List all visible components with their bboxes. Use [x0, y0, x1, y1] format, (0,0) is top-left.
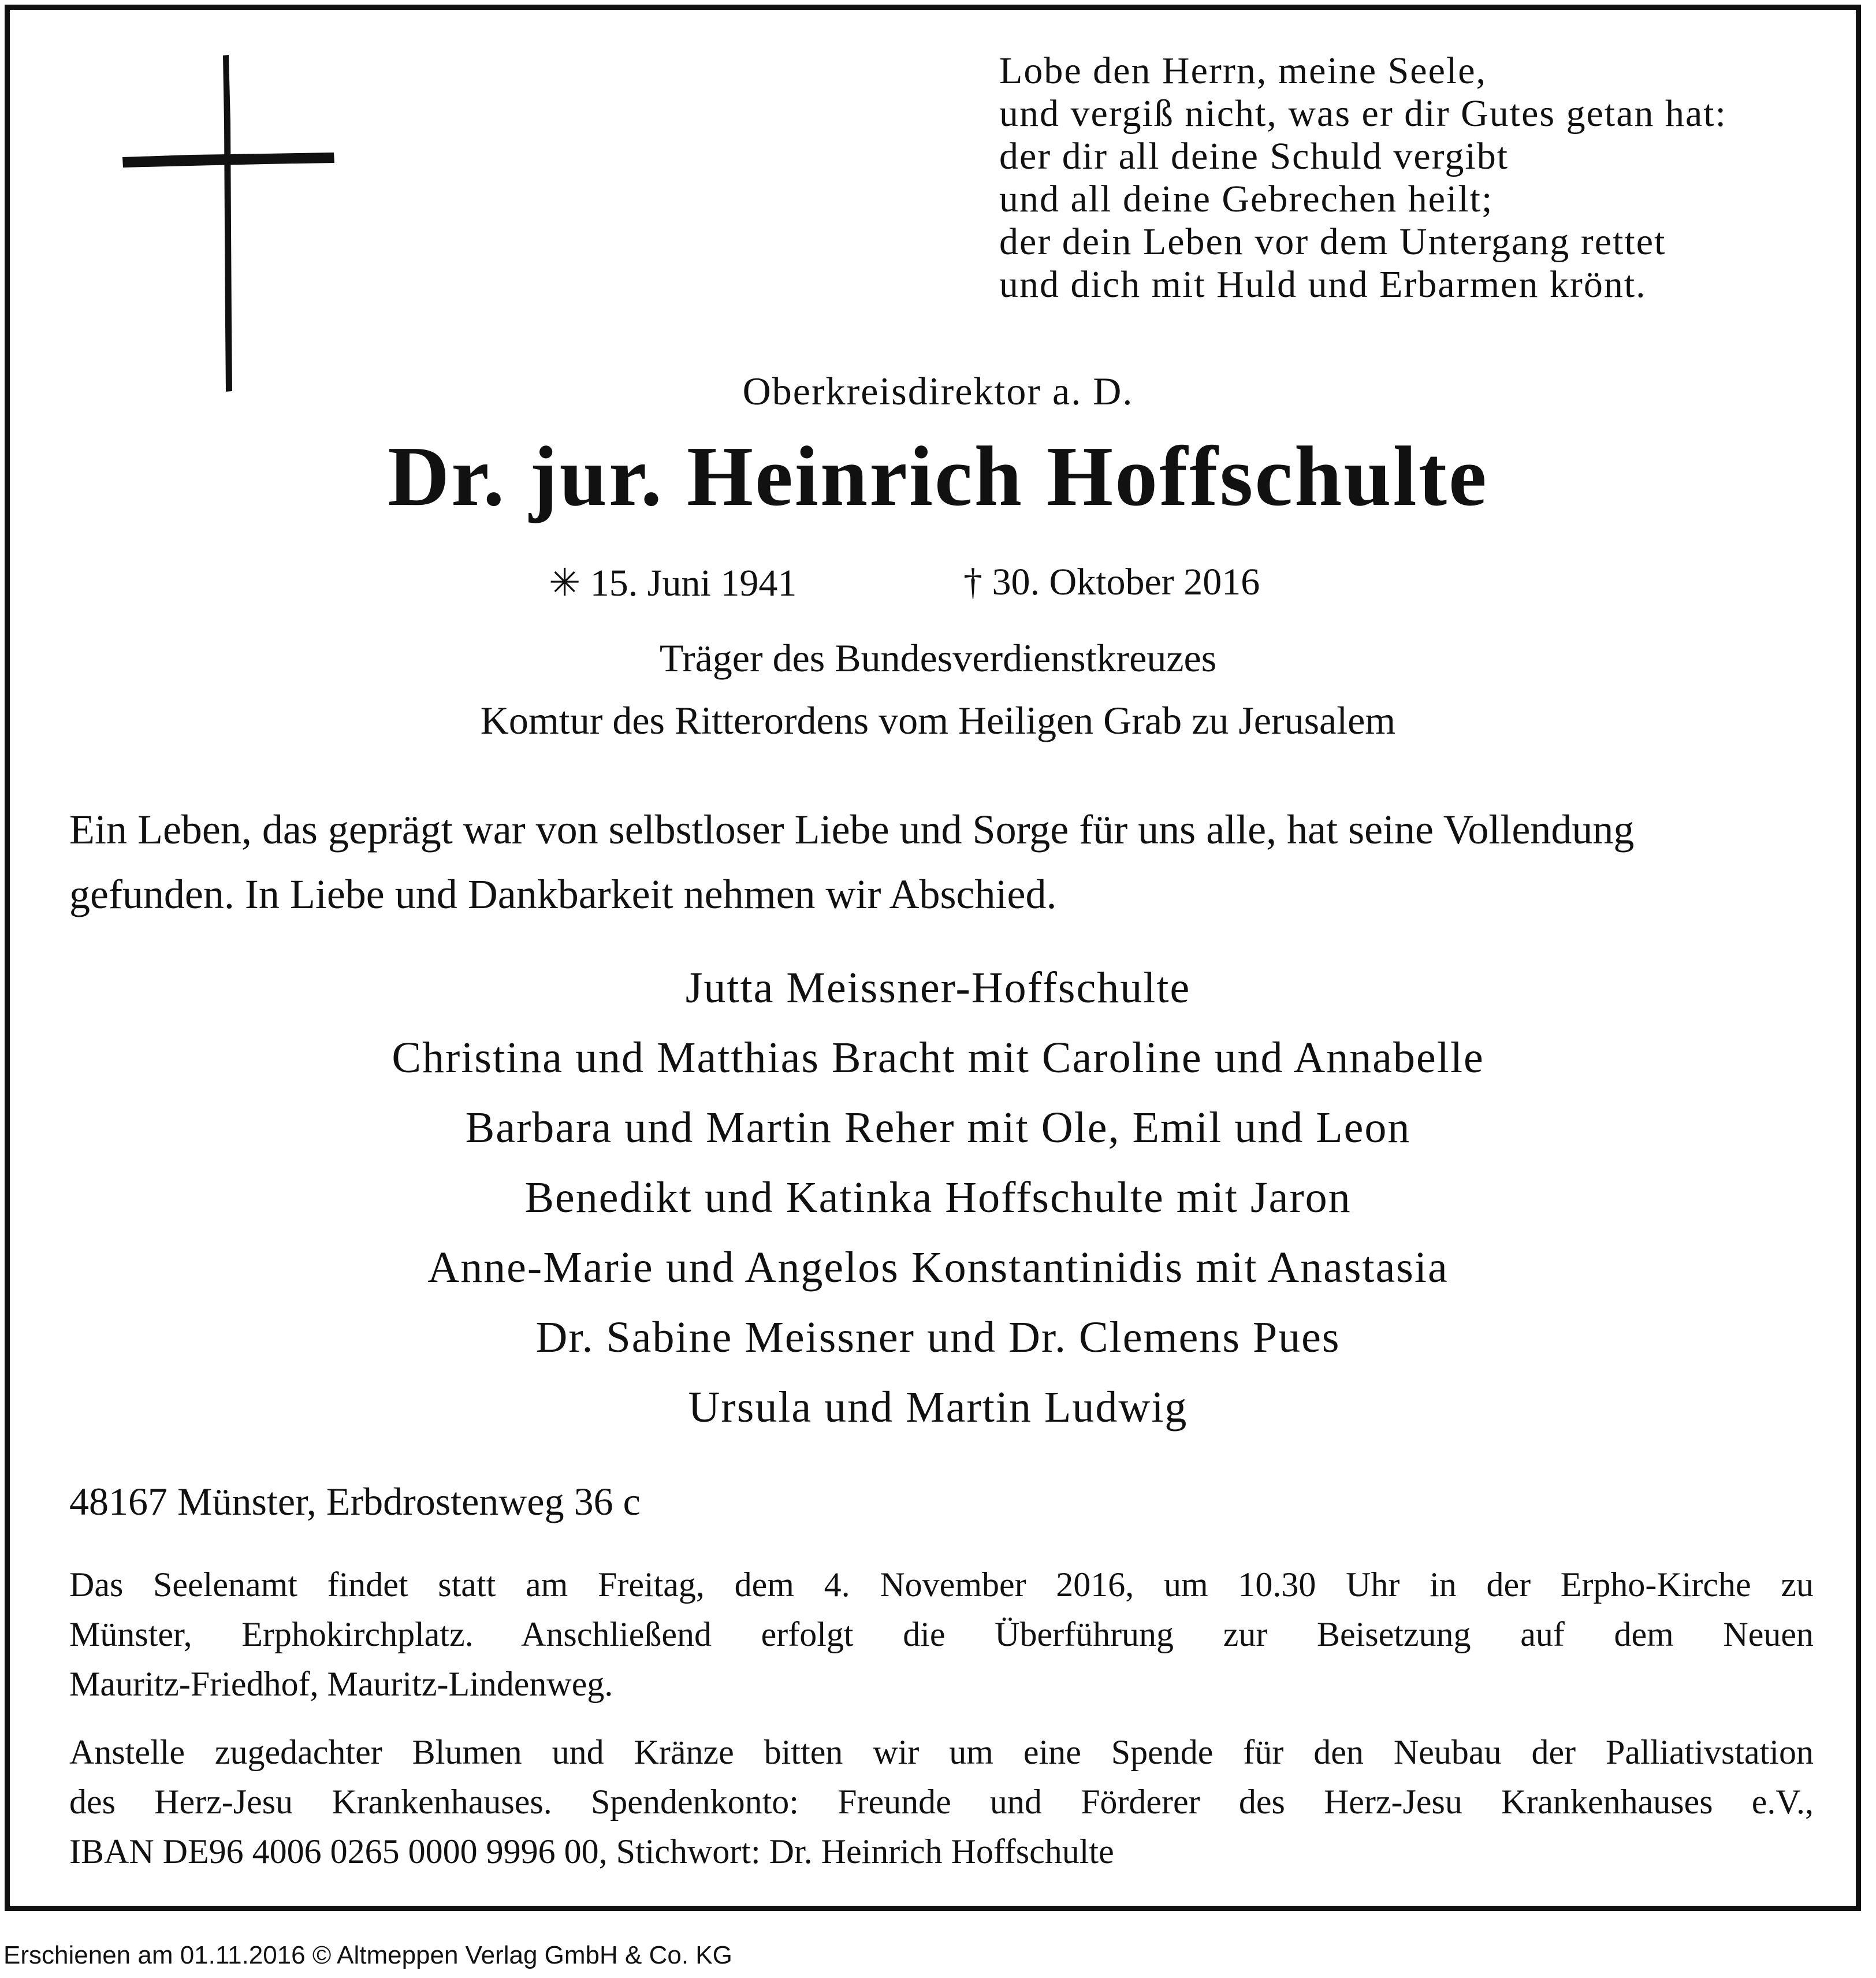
- intro-line: gefunden. In Liebe und Dankbarkeit nehmen wir Abschied.: [69, 871, 1057, 917]
- bible-verse: [999, 50, 1854, 306]
- verse-line: der dein Leben vor dem Untergang rettet: [999, 221, 1666, 263]
- mourner-line: Ursula und Martin Ludwig: [688, 1383, 1188, 1432]
- mourner-line: Anne-Marie und Angelos Konstantinidis mit Anastasia: [427, 1243, 1449, 1292]
- donation-line: IBAN DE96 4006 0265 0000 9996 00, Stichwort: Dr. Heinrich Hoffschulte: [69, 1832, 1114, 1871]
- service-line: Mauritz-Friedhof, Mauritz-Lindenweg.: [69, 1665, 613, 1703]
- verse-line: der dir all deine Schuld vergibt: [999, 135, 1509, 177]
- mourner-line: Christina und Matthias Bracht mit Caroline und Annabelle: [392, 1033, 1484, 1082]
- death-date: † 30. Oktober 2016: [963, 561, 1260, 603]
- intro-line: Ein Leben, das geprägt war von selbstloser Liebe und Sorge für uns alle, hat seine Vollendung: [69, 806, 1635, 853]
- address: 48167 Münster, Erbdrostenweg 36 c: [69, 1479, 641, 1523]
- service-line: Das Seelenamt findet statt am Freitag, dem 4. November 2016, um 10.30 Uhr in der Erpho-Kirche zu: [69, 1566, 1814, 1604]
- verse-line: und vergiß nicht, was er dir Gutes getan hat:: [999, 92, 1727, 135]
- intro-text: [69, 797, 1814, 927]
- verse-line: Lobe den Herrn, meine Seele,: [999, 50, 1487, 92]
- honor-line: Träger des Bundesverdienstkreuzes: [659, 636, 1217, 680]
- deceased-title: Oberkreisdirektor a. D.: [742, 369, 1134, 413]
- donation-line: Anstelle zugedachter Blumen und Kränze bitten wir um eine Spende für den Neubau der Palliativstation: [69, 1733, 1814, 1771]
- mourners-list: [0, 953, 1876, 1442]
- mourner-line: Dr. Sabine Meissner und Dr. Clemens Pues: [535, 1313, 1341, 1362]
- publication-footer: Erschienen am 01.11.2016 © Altmeppen Verlag GmbH & Co. KG: [3, 1941, 732, 1969]
- birth-date: ✳ 15. Juni 1941: [549, 562, 797, 604]
- verse-line: und all deine Gebrechen heilt;: [999, 178, 1494, 220]
- deceased-name: Dr. jur. Heinrich Hoffschulte: [388, 429, 1488, 524]
- verse-line: und dich mit Huld und Erbarmen krönt.: [999, 263, 1647, 306]
- donation-info: [69, 1727, 1814, 1876]
- mourner-line: Barbara und Martin Reher mit Ole, Emil und Leon: [465, 1103, 1411, 1152]
- donation-line: des Herz-Jesu Krankenhauses. Spendenkonto: Freunde und Förderer des Herz-Jesu Krankenhauses e.V.,: [69, 1783, 1814, 1821]
- service-line: Münster, Erphokirchplatz. Anschließend erfolgt die Überführung zur Beisetzung auf dem Neuen: [69, 1615, 1814, 1653]
- mourner-line: Benedikt und Katinka Hoffschulte mit Jaron: [524, 1173, 1352, 1222]
- mourner-line: Jutta Meissner-Hoffschulte: [685, 964, 1191, 1012]
- service-info: [69, 1560, 1814, 1709]
- honor-line: Komtur des Ritterordens vom Heiligen Grab zu Jerusalem: [480, 698, 1396, 742]
- cross-icon: [121, 53, 335, 394]
